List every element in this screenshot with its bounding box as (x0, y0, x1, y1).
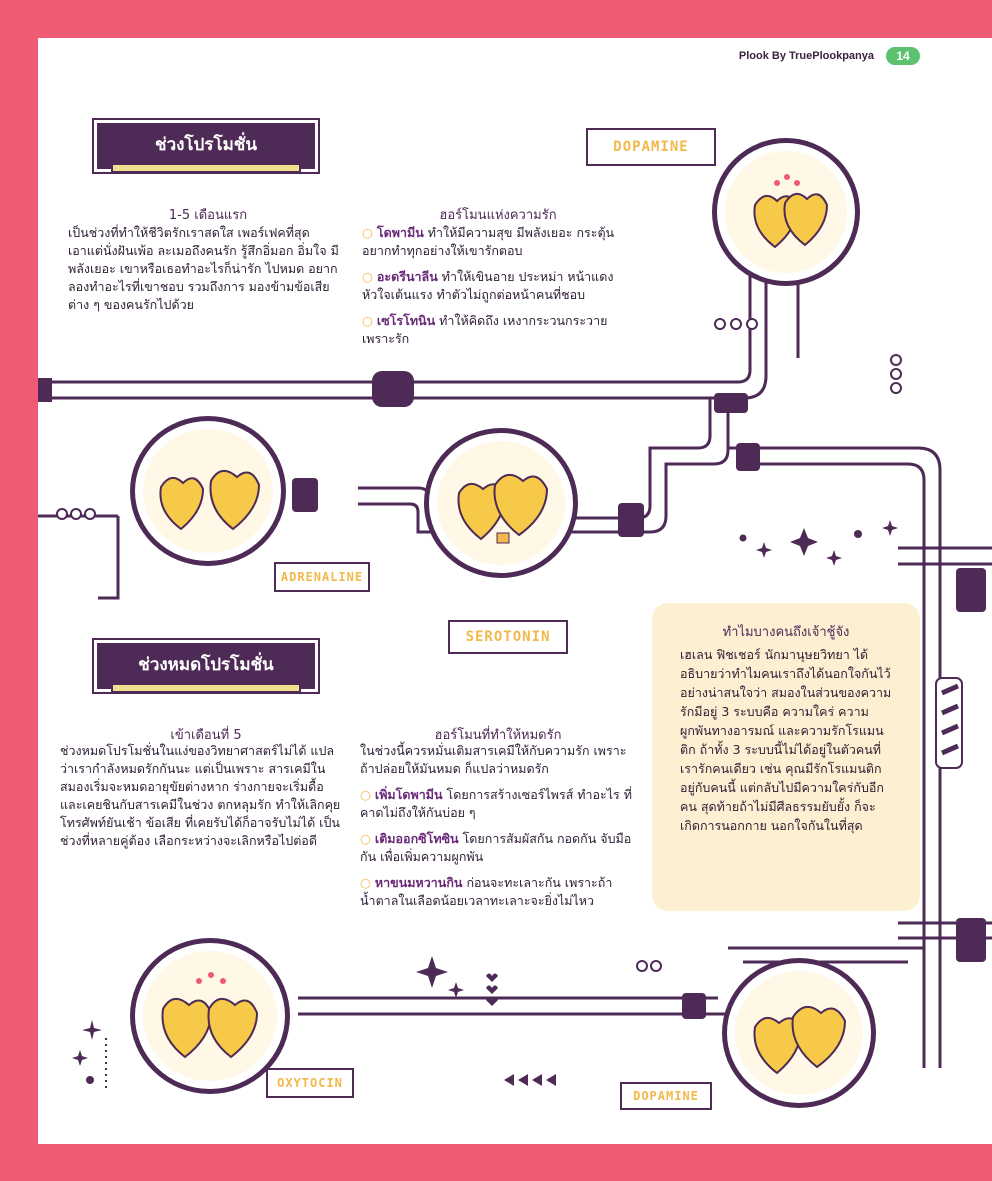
section2-banner (94, 640, 318, 692)
section2-title: ช่วงหมดโปรโมชั่น (138, 655, 274, 675)
callout-dopamine-bottom: DOPAMINE (620, 1082, 712, 1110)
section2-intro: ในช่วงนี้ควรหมั่นเติมสารเคมีให้กับความรัก เพราะถ้าปล่อยให้มันหมด ก็แปลว่าหมดรัก (360, 743, 627, 776)
section1-title: ช่วงโปรโมชั่น (155, 135, 257, 155)
section2-subtitle: เข้าเดือนที่ 5 (170, 728, 242, 743)
banner-strip (111, 163, 301, 173)
info-box-body: เฮเลน ฟิชเชอร์ นักมานุษยวิทยา ได้อธิบายว่าทำไมคนเราถึงได้นอกใจกันไว้อย่างน่าสนใจว่า สมองในส่วนของความรักมีอยู่ 3 ระบบคือ ความใคร่ ความผูกพันทางอารมณ์ และความรักโรแมนติก ถ้าทั้ง 3 ระบบนี้ไม่ได้อยู่ในตัวคนที่เรารักคนเดียว เช่น คุณมีรักโรแมนติกอยู่กับคนนี้ แต่กลับไปมีความใคร่กับอีกคน สุดท้ายถ้าไม่มีศีลธรรมยับยั้ง ก็จะเกิดการนอกกาย นอกใจกันในที่สุด (680, 647, 892, 833)
section1-banner (94, 120, 318, 172)
list-item: ○ โดพามีน ทำให้มีความสุข มีพลังเยอะ กระตุ้น อยากทำทุกอย่างให้เขารักตอบ (362, 225, 615, 258)
list-item: ○ หาขนมหวานกิน ก่อนจะทะเลาะกัน เพราะถ้า น้ำตาลในเลือดน้อยเวลาทะเลาะจะยิ่งไม่ไหว (360, 875, 613, 908)
page-number-badge: 14 (886, 47, 920, 65)
list-item: ○ เติมออกซิโทซิน โดยการสัมผัสกัน กอดกัน จับมือกัน เพื่อเพิ่มความผูกพัน (360, 831, 632, 864)
brand-label: Plook By TruePlookpanya (738, 50, 874, 62)
callout-adrenaline: ADRENALINE (274, 562, 370, 592)
oxytocin-hearts-illustration (130, 938, 290, 1094)
list-item: ○ อะดรีนาลีน ทำให้เขินอาย ประหม่า หน้าแดง หัวใจเต้นแรง ทำตัวไม่ถูกต่อหน้าคนที่ชอบ (362, 269, 614, 302)
section1-subtitle: 1-5 เดือนแรก (168, 208, 248, 223)
section1-hormone-title: ฮอร์โมนแห่งความรัก (439, 208, 557, 223)
section2-hormone-title: ฮอร์โมนที่ทำให้หมดรัก (434, 728, 562, 743)
info-box (652, 603, 920, 911)
section2-hormone-list (360, 742, 634, 918)
adrenaline-hearts-illustration (130, 416, 286, 566)
banner-strip (111, 683, 301, 693)
page (38, 38, 992, 1144)
section1-hormone-list (362, 224, 634, 356)
section1-body: เป็นช่วงที่ทำให้ชีวิตรักเราสดใส เพอร์เฟคที่สุด เอาแต่นั่งฝันเพ้อ ละเมอถึงคนรัก รู้สึกอิ่มอก อิ่มใจ มีพลังเยอะ เขาหรือเธอทำอะไรก็น่ารัก ไปหมด อยากลองทำอะไรที่เขาชอบ รวมถึงการ มองข้ามข้อเสียต่าง ๆ ของคนรักไปด้วย (68, 225, 339, 312)
dopamine-hearts-illustration (712, 138, 860, 286)
callout-serotonin: SEROTONIN (448, 620, 568, 654)
callout-dopamine-top: DOPAMINE (586, 128, 716, 166)
list-item: ○ เพิ่มโดพามีน โดยการสร้างเซอร์ไพรส์ ทำอะไร ที่คาดไม่ถึงให้กันบ่อย ๆ (360, 787, 632, 820)
info-box-title: ทำไมบางคนถึงเจ้าชู้จัง (722, 625, 850, 640)
dopamine-bottom-hearts-illustration (722, 958, 876, 1108)
section2-body: ช่วงหมดโปรโมชั่นในแง่ของวิทยาศาสตร์ไม่ได้ แปลว่าเรากำลังหมดรักกันนะ แต่เป็นเพราะ สารเคมีในสมองเริ่มจะหมดอายุขัยต่างหาก ร่างกายจะเริ่มดื้อ และเคยชินกับสารเคมีในช่วง ตกหลุมรัก ทำให้เลิกคุยโทรศัพท์ยันเช้า ข้อเสีย ที่เคยรับได้ก็อาจรับไม่ได้ เป็นช่วงที่หลายคู่ต้อง เลือกระหว่างจะเลิกหรือไปต่อดี (60, 743, 341, 848)
list-item: ○ เซโรโทนิน ทำให้คิดถึง เหงากระวนกระวาย เพราะรัก (362, 313, 608, 346)
callout-oxytocin: OXYTOCIN (266, 1068, 354, 1098)
serotonin-hearts-illustration (424, 428, 578, 578)
